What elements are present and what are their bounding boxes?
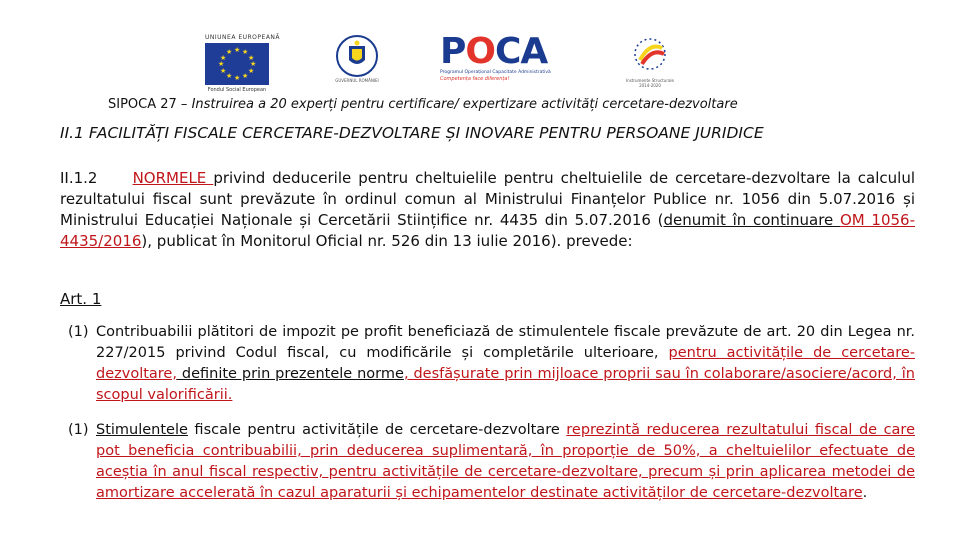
- eu-flag-icon: ★ ★ ★ ★ ★ ★ ★ ★ ★ ★ ★ ★: [205, 43, 269, 85]
- eu-top-text: UNIUNEA EUROPEANĂ: [205, 34, 281, 41]
- star-arc-icon: [620, 34, 680, 74]
- poca-subtitle: Programul Operațional Capacitate Administrativă: [440, 70, 551, 75]
- normele-link: NORMELE: [132, 169, 214, 187]
- structural-instruments-logo: [620, 34, 680, 92]
- section-title: II.1 FACILITĂȚI FISCALE CERCETARE-DEZVOLTARE ȘI INOVARE PENTRU PERSOANE JURIDICE: [60, 124, 764, 142]
- poca-tagline: Competența face diferența!: [440, 76, 510, 82]
- article-item-2: (1) Stimulentele fiscale pentru activitățile de cercetare-dezvoltare reprezintă reducerea rezultatului fiscal de care pot beneficia contribuabilii, prin deducerea suplimentară, în proporție de 50%, a cheltuielilor efectuate de aceștia în anul fiscal respectiv, pentru activitățile de cercetare-dezvoltare, precum și prin aplicarea metodei de amortizare accelerată în cazul aparaturii și echipamentelor destinate activităților de cercetare-dezvoltare.: [68, 422, 915, 501]
- poca-logo: [440, 31, 570, 82]
- project-subtitle: SIPOCA 27 – Instruirea a 20 experți pentru certificare/ expertizare activități cercetare-dezvoltare: [108, 97, 738, 112]
- gov-label: GUVERNUL ROMÂNIEI: [335, 78, 379, 83]
- om-reference: OM 1056-4435/2016: [60, 211, 916, 250]
- eu-bottom-text: Fondul Social European: [207, 87, 267, 93]
- government-logo: [332, 34, 382, 82]
- coat-of-arms-icon: [332, 34, 382, 82]
- article-heading: Art. 1: [60, 290, 102, 308]
- poca-wordmark: POCA: [440, 31, 548, 72]
- header-logos: [0, 31, 960, 94]
- eu-logo: [205, 34, 281, 93]
- paragraph-normele: II.1.2 NORMELE privind deducerile pentru cheltuielile pentru cheltuielile de cercetare-dezvoltare la calculul rezultatului fiscal sunt prevăzute în ordinul comun al Ministrului Finanțelor Publice nr. 1056 din 5.07.2016 și Ministrului Educației Naționale și Cercetării Stiințifice nr. 4435 din 5.07.2016 (denumit în continuare OM 1056-4435/2016), publicat în Monitorul Oficial nr. 526 din 13 iulie 2016). prevede:: [60, 169, 916, 250]
- structural-instruments-text: Instrumente Structurale 2014-2020: [626, 78, 674, 88]
- article-item-1: (1) Contribuabilii plătitori de impozit pe profit beneficiază de stimulentele fiscale prevăzute de art. 20 din Legea nr. 227/2015 privind Codul fiscal, cu modificările și completările ulterioare, pentru activitățile de cercetare-dezvoltare, definite prin prezentele norme, desfășurate prin mijloace proprii sau în colaborare/asociere/acord, în scopul valorificării.: [68, 324, 915, 403]
